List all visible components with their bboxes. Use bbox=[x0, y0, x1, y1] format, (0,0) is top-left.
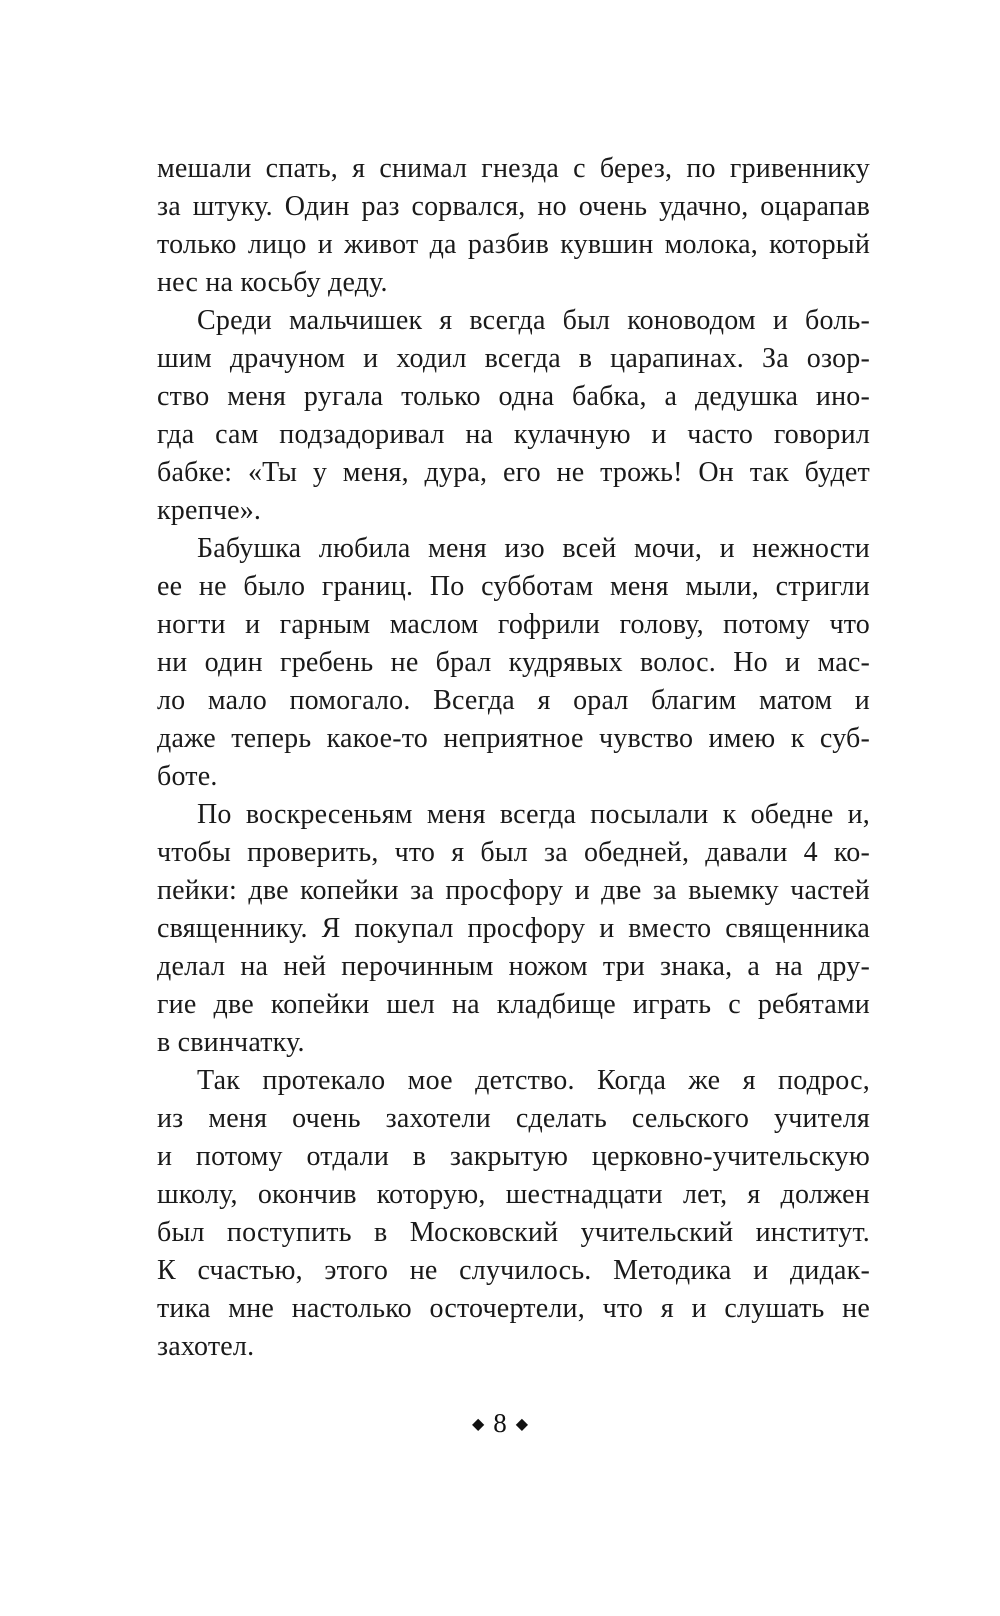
text-line: ло мало помогало. Всегда я орал благим матом и bbox=[157, 685, 870, 716]
page-number: 8 bbox=[493, 1408, 507, 1438]
text-line: был поступить в Московский учительский институт. bbox=[157, 1217, 870, 1248]
text-line: нес на косьбу деду. bbox=[157, 267, 388, 298]
diamond-ornament-icon: ◆ bbox=[471, 1416, 485, 1433]
page-text bbox=[157, 150, 870, 1366]
page-footer bbox=[0, 1408, 1000, 1439]
text-line: Бабушка любила меня изо всей мочи, и нежности bbox=[197, 533, 870, 564]
text-line: шим драчуном и ходил всегда в царапинах. За озор- bbox=[157, 343, 870, 374]
paragraph bbox=[157, 796, 870, 1062]
text-line: из меня очень захотели сделать сельского учителя bbox=[157, 1103, 870, 1134]
paragraph bbox=[157, 530, 870, 796]
text-line: крепче». bbox=[157, 495, 262, 526]
text-line: К счастью, этого не случилось. Методика и дидак- bbox=[157, 1255, 870, 1286]
text-line: боте. bbox=[157, 761, 218, 792]
text-line: только лицо и живот да разбив кувшин молока, который bbox=[157, 229, 870, 260]
text-line: гие две копейки шел на кладбище играть с ребятами bbox=[157, 989, 870, 1020]
text-line: гда сам подзадоривал на кулачную и часто говорил bbox=[157, 419, 870, 450]
text-line: священнику. Я покупал просфору и вместо священника bbox=[157, 913, 870, 944]
text-line: Так протекало мое детство. Когда же я подрос, bbox=[197, 1065, 870, 1096]
text-line: делал на ней перочинным ножом три знака, а на дру- bbox=[157, 951, 870, 982]
text-line: и потому отдали в закрытую церковно-учительскую bbox=[157, 1141, 870, 1172]
text-line: в свинчатку. bbox=[157, 1027, 305, 1058]
text-line: тика мне настолько осточертели, что я и слушать не bbox=[157, 1293, 870, 1324]
text-line: бабке: «Ты у меня, дура, его не трожь! Он так будет bbox=[157, 457, 870, 488]
text-line: Среди мальчишек я всегда был коноводом и боль- bbox=[197, 305, 870, 336]
paragraph bbox=[157, 150, 870, 302]
text-line: ни один гребень не брал кудрявых волос. Но и мас- bbox=[157, 647, 870, 678]
text-line: мешали спать, я снимал гнезда с берез, по гривеннику bbox=[157, 153, 870, 184]
diamond-ornament-icon: ◆ bbox=[515, 1416, 529, 1433]
text-line: ство меня ругала только одна бабка, а дедушка ино- bbox=[157, 381, 870, 412]
text-line: ее не было границ. По субботам меня мыли, стригли bbox=[157, 571, 870, 602]
text-line: пейки: две копейки за просфору и две за выемку частей bbox=[157, 875, 870, 906]
text-line: за штуку. Один раз сорвался, но очень удачно, оцарапав bbox=[157, 191, 870, 222]
text-line: захотел. bbox=[157, 1331, 255, 1362]
text-line: По воскресеньям меня всегда посылали к обедне и, bbox=[197, 799, 870, 830]
text-line: школу, окончив которую, шестнадцати лет, я должен bbox=[157, 1179, 870, 1210]
text-line: ногти и гарным маслом гофрили голову, потому что bbox=[157, 609, 870, 640]
text-line: даже теперь какое-то неприятное чувство имею к суб- bbox=[157, 723, 870, 754]
text-line: чтобы проверить, что я был за обедней, давали 4 ко- bbox=[157, 837, 870, 868]
paragraph bbox=[157, 1062, 870, 1366]
paragraph bbox=[157, 302, 870, 530]
